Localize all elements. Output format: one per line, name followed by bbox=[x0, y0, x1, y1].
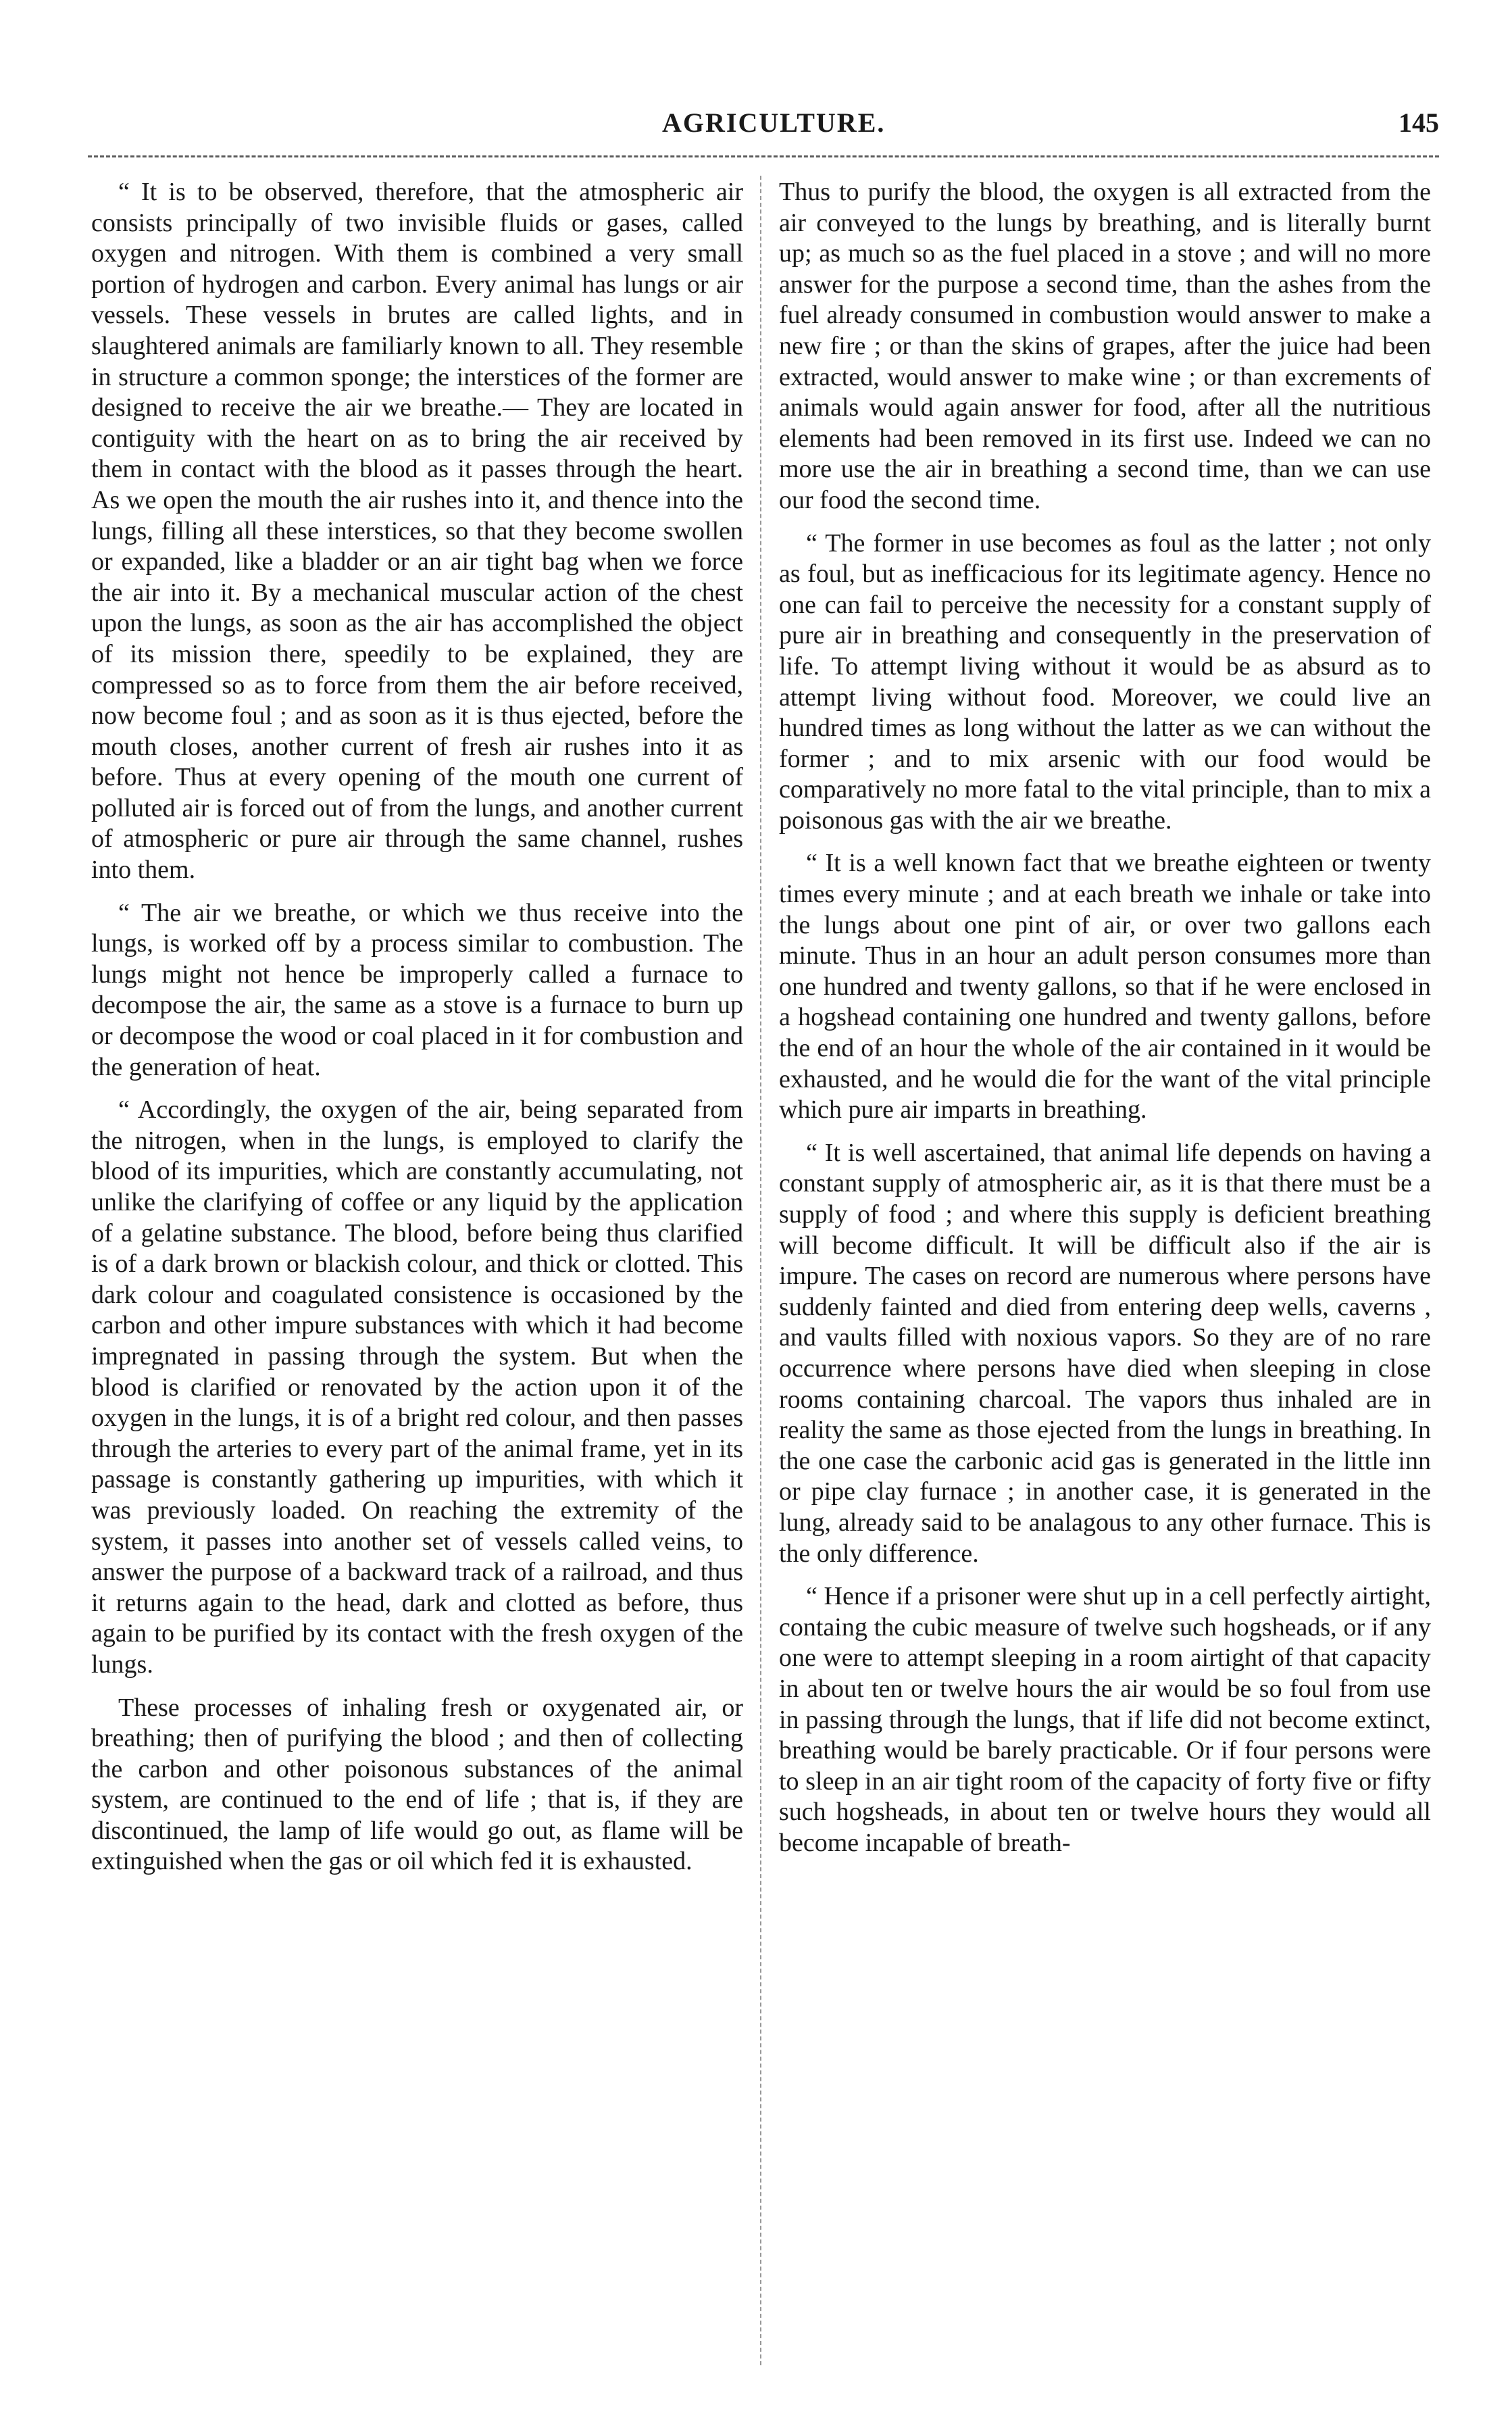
left-column bbox=[91, 177, 743, 1890]
paragraph: These processes of inhaling fresh or oxygenated air, or breathing; then of purifying the blood ; and then of collecting the carbon and other poisonous substances of the animal system, are continued to the end of life ; that is, if they are discontinued, the lamp of life would go out, as flame will be extinguished when the gas or oil which fed it is exhausted. bbox=[91, 1693, 743, 1876]
paragraph: “ Hence if a prisoner were shut up in a cell perfectly airtight, containg the cubic measure of twelve such hogsheads, or if any one were to attempt sleeping in a room airtight of that capacity in about ten or twelve hours the air would be so foul from use in passing through the lungs, that if life did not become extinct, breathing would be barely practicable. Or if four persons were to sleep in an air tight room of the capacity of forty five or fifty such hogsheads, in about ten or twelve hours they would all become incapable of breath- bbox=[779, 1582, 1431, 1857]
paragraph: “ It is to be observed, therefore, that the atmospheric air consists principally of two invisible fluids or gases, called oxygen and nitrogen. With them is combined a very small portion of hydrogen and carbon. Every animal has lungs or air vessels. These vessels in brutes are called lights, and in slaughtered animals are familiarly known to all. They resemble in structure a common sponge; the interstices of the former are designed to receive the air we breathe.— They are located in contiguity with the heart on as to bring the air received by them in contact with the blood as it passes through the heart. As we open the mouth the air rushes into it, and thence into the lungs, filling all these interstices, so that they become swollen or expanded, like a bladder or an air tight bag when we force the air into it. By a mechanical muscular action of the chest upon the lungs, as soon as the air has accomplished the object of its mission there, speedily to be explained, they are compressed so as to force from them the air before received, now become foul ; and as soon as it is thus ejected, before the mouth closes, another current of fresh air rushes into it as before. Thus at every opening of the mouth one current of polluted air is forced out of from the lungs, and another current of atmospheric or pure air through the same channel, rushes into them. bbox=[91, 178, 743, 885]
paragraph: “ It is well ascertained, that animal life depends on having a constant supply of atmospheric air, as it is that there must be a supply of food ; and where this supply is deficient breathing will become difficult. It will be difficult also if the air is impure. The cases on record are numerous where persons have suddenly fainted and died from entering deep wells, caverns , and vaults filled with noxious vapors. So they are of no rare occurrence where persons have died when sleeping in close rooms containing charcoal. The vapors thus inhaled are in reality the same as those ejected from the lungs in breathing. In the one case the carbonic acid gas is generated in the little inn or pipe clay furnace ; in another case, it is generated in the lung, already said to be analagous to any other furnace. This is the only difference. bbox=[779, 1138, 1431, 1568]
column-divider bbox=[760, 176, 761, 2365]
paragraph: Thus to purify the blood, the oxygen is all extracted from the air conveyed to the lungs by breathing, and is literally burnt up; as much so as the fuel placed in a stove ; and will no more answer for the purpose a second time, than the ashes from the fuel already consumed in combustion would answer to make a new fire ; or than the skins of grapes, after the juice had been extracted, would answer to make wine ; or than excrements of animals would again answer for food, after all the nutritious elements had been removed in its first use. Indeed we can no more use the air in breathing a second time, than we can use our food the second time. bbox=[779, 178, 1431, 514]
paragraph: “ Accordingly, the oxygen of the air, being separated from the nitrogen, when in the lungs, is employed to clarify the blood of its impurities, which are constantly accumulating, not unlike the clarifying of coffee or any liquid by the application of a gelatine substance. The blood, before being thus clarified is of a dark brown or blackish colour, and thick or clotted. This dark colour and coagulated consistence is occasioned by the carbon and other impure substances with which it had become impregnated in passing through the system. But when the blood is clarified or renovated by the action upon it of the oxygen in the lungs, it is of a bright red colour, and then passes through the arteries to every part of the animal frame, yet in its passage is constantly gathering up impurities, with which it was previously loaded. On reaching the extremity of the system, it passes into another set of vessels called veins, to answer the purpose of a backward track of a railroad, and thus it returns again to the head, dark and clotted as before, thus again to be purified by its contact with the fresh oxygen of the lungs. bbox=[91, 1095, 743, 1679]
page-header bbox=[88, 101, 1439, 149]
paragraph: “ The former in use becomes as foul as the latter ; not only as foul, but as inefficacious for its legitimate agency. Hence no one can fail to perceive the necessity for a constant supply of pure air in breathing and consequently in the preservation of life. To attempt living without it would be as absurd as to attempt living without food. Moreover, we could live an hundred times as long without the latter as we can without the former ; and to mix arsenic with our food would be comparatively no more fatal to the vital principle, than to mix a poisonous gas with the air we breathe. bbox=[779, 528, 1431, 835]
running-title: AGRICULTURE. bbox=[662, 107, 886, 138]
paragraph: “ The air we breathe, or which we thus receive into the lungs, is worked off by a process similar to combustion. The lungs might not hence be improperly called a furnace to decompose the air, the same as a stove is a furnace to burn up or decompose the wood or coal placed in it for combustion and the generation of heat. bbox=[91, 898, 743, 1081]
header-rule bbox=[88, 155, 1439, 160]
page-number: 145 bbox=[1398, 107, 1439, 138]
right-column bbox=[779, 177, 1431, 1871]
paragraph: “ It is a well known fact that we breathe eighteen or twenty times every minute ; and at each breath we inhale or take into the lungs about one pint of air, or over two gallons each minute. Thus in an hour an adult person consumes more than one hundred and twenty gallons, so that if he were enclosed in a hogshead containing one hundred and twenty gallons, before the end of an hour the whole of the air contained in it would be exhausted, and he would die for the want of the vital principle which pure air imparts in breathing. bbox=[779, 849, 1431, 1125]
